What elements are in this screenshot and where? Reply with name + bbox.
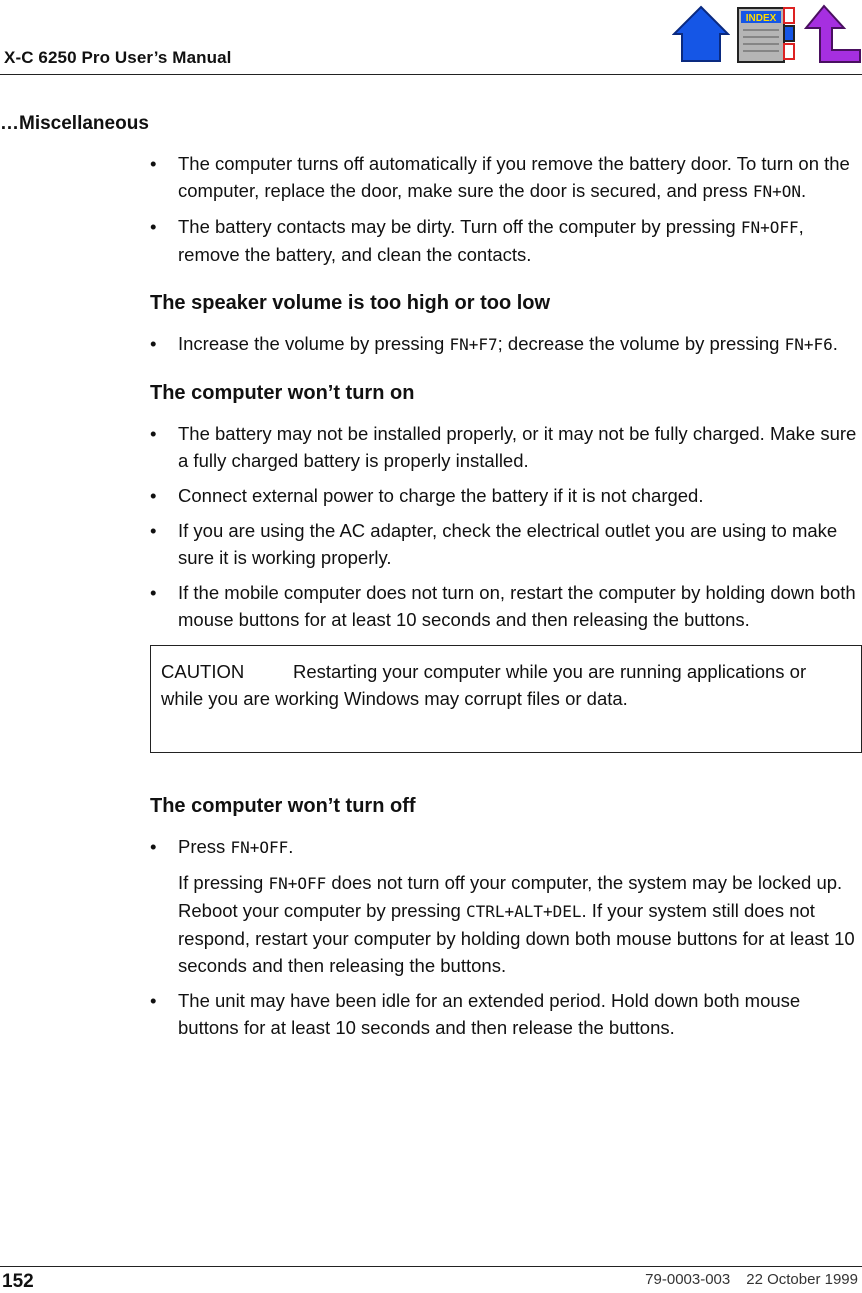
svg-text:INDEX: INDEX bbox=[745, 13, 777, 24]
home-nav-button[interactable] bbox=[672, 4, 730, 64]
turn-off-heading: The computer won’t turn off bbox=[150, 795, 416, 817]
list-item: • Press FN+OFF. bbox=[150, 833, 862, 861]
header-divider bbox=[0, 74, 862, 75]
section-label: …Miscellaneous bbox=[0, 113, 149, 134]
page-content bbox=[150, 150, 862, 1049]
page-number: 152 bbox=[2, 1271, 34, 1292]
paragraph: If pressing FN+OFF does not turn off your computer, the system may be locked up. Reboot your computer by pressing CTRL+ALT+DEL. If your system still does not respond, restart your computer by holding down both mouse buttons for at least 10 seconds and then releasing the buttons. bbox=[178, 872, 855, 976]
doc-date: 22 October 1999 bbox=[746, 1271, 858, 1288]
list-item: • The battery contacts may be dirty. Turn off the computer by pressing FN+OFF, remove the battery, and clean the contacts. bbox=[150, 213, 862, 268]
home-icon bbox=[672, 4, 730, 64]
list-item: • If the mobile computer does not turn on, restart the computer by holding down both mouse buttons for at least 10 seconds and then releasing the buttons. bbox=[150, 579, 862, 633]
turn-on-heading: The computer won’t turn on bbox=[150, 382, 415, 404]
index-icon bbox=[736, 4, 798, 64]
caution-box bbox=[150, 645, 862, 753]
list-item: • The battery may not be installed properly, or it may not be fully charged. Make sure a fully charged battery is properly installed. bbox=[150, 420, 862, 474]
list-item: • The unit may have been idle for an extended period. Hold down both mouse buttons for at least 10 seconds and then release the buttons. bbox=[150, 987, 862, 1041]
caution-label: CAUTION bbox=[161, 661, 245, 682]
doc-number: 79-0003-003 bbox=[645, 1271, 731, 1288]
index-nav-button[interactable] bbox=[736, 4, 798, 64]
list-item: • Increase the volume by pressing FN+F7; decrease the volume by pressing FN+F6. bbox=[150, 330, 862, 358]
list-item: • Connect external power to charge the battery if it is not charged. bbox=[150, 482, 862, 509]
list-item: • If you are using the AC adapter, check the electrical outlet you are using to make sure it is working properly. bbox=[150, 517, 862, 571]
footer-divider bbox=[0, 1266, 862, 1267]
up-arrow-icon bbox=[802, 4, 862, 64]
doc-info bbox=[645, 1271, 858, 1288]
speaker-heading: The speaker volume is too high or too low bbox=[150, 292, 551, 314]
manual-title: X-C 6250 Pro User’s Manual bbox=[4, 48, 232, 67]
caution-text: Restarting your computer while you are running applications or while you are working Windows may corrupt files or data. bbox=[161, 661, 807, 709]
list-item: • The computer turns off automatically if you remove the battery door. To turn on the computer, replace the door, make sure the door is secured, and press FN+ON. bbox=[150, 150, 862, 205]
back-up-nav-button[interactable] bbox=[802, 4, 862, 64]
